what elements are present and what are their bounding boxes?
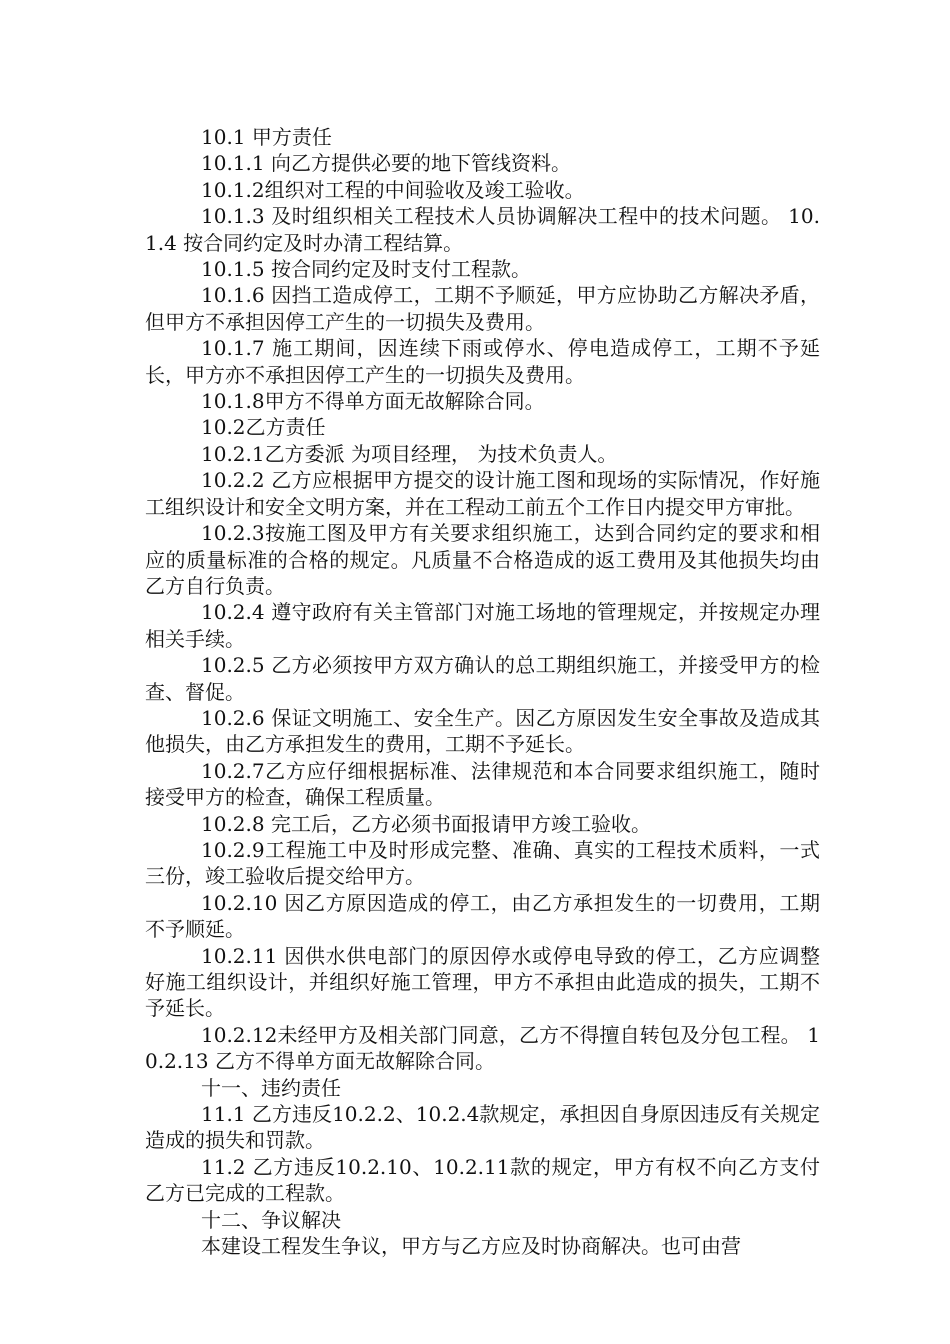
clause-10-2-2: 10.2.2 乙方应根据甲方提交的设计施工图和现场的实际情况，作好施工组织设计和安全文明方案，并在工程动工前五个工作日内提交甲方审批。 — [145, 468, 820, 519]
clause-10-2-10: 10.2.10 因乙方原因造成的停工，由乙方承担发生的一切费用，工期不予顺延。 — [145, 890, 820, 942]
section-heading-10-2: 10.2乙方责任 — [201, 415, 326, 440]
clause-10-1-1: 10.1.1 向乙方提供必要的地下管线资料。 — [201, 151, 571, 176]
clause-12-body: 本建设工程发生争议，甲方与乙方应及时协商解决。也可由营 — [201, 1234, 741, 1259]
clause-10-1-6: 10.1.6 因挡工造成停工，工期不予顺延，甲方应协助乙方解决矛盾，但甲方不承担因停工产生的一切损失及费用。 — [145, 283, 820, 334]
clause-10-2-1: 10.2.1乙方委派 为项目经理， 为技术负责人。 — [201, 441, 618, 466]
clause-10-2-9: 10.2.9工程施工中及时形成完整、准确、真实的工程技术质料，一式三份，竣工验收后提交给甲方。 — [145, 837, 820, 889]
clause-10-2-12: 10.2.12未经甲方及相关部门同意，乙方不得擅自转包及分包工程。 10.2.13 乙方不得单方面无故解除合同。 — [145, 1022, 820, 1074]
clause-10-1-2: 10.1.2组织对工程的中间验收及竣工验收。 — [201, 177, 585, 202]
clause-10-2-11: 10.2.11 因供水供电部门的原因停水或停电导致的停工，乙方应调整好施工组织设计，并组织好施工管理，甲方不承担由此造成的损失，工期不予延长。 — [145, 943, 820, 1021]
section-heading-11: 十一、违约责任 — [201, 1075, 341, 1100]
clause-11-1: 11.1 乙方违反10.2.2、10.2.4款规定，承担因自身原因违反有关规定造成的损失和罚款。 — [145, 1102, 820, 1153]
clause-10-2-5: 10.2.5 乙方必须按甲方双方确认的总工期组织施工，并接受甲方的检查、督促。 — [145, 653, 820, 704]
clause-10-1-7: 10.1.7 施工期间，因连续下雨或停水、停电造成停工，工期不予延长，甲方亦不承担因停工产生的一切损失及费用。 — [145, 336, 820, 387]
clause-11-2: 11.2 乙方违反10.2.10、10.2.11款的规定，甲方有权不向乙方支付乙方已完成的工程款。 — [145, 1154, 820, 1206]
document-body — [145, 124, 820, 1259]
clause-10-2-6: 10.2.6 保证文明施工、安全生产。因乙方原因发生安全事故及造成其他损失，由乙方承担发生的费用，工期不予延长。 — [145, 705, 820, 757]
clause-10-1-3: 10.1.3 及时组织相关工程技术人员协调解决工程中的技术问题。 10.1.4 按合同约定及时办清工程结算。 — [145, 204, 820, 255]
clause-10-2-8: 10.2.8 完工后，乙方必须书面报请甲方竣工验收。 — [201, 811, 651, 836]
clause-10-2-4: 10.2.4 遵守政府有关主管部门对施工场地的管理规定，并按规定办理相关手续。 — [145, 600, 820, 651]
clause-10-2-3: 10.2.3按施工图及甲方有关要求组织施工，达到合同约定的要求和相应的质量标准的合格的规定。凡质量不合格造成的返工费用及其他损失均由乙方自行负责。 — [145, 521, 820, 598]
clause-10-1-8: 10.1.8甲方不得单方面无故解除合同。 — [201, 389, 545, 414]
clause-10-2-7: 10.2.7乙方应仔细根据标准、法律规范和本合同要求组织施工，随时接受甲方的检查，确保工程质量。 — [145, 758, 820, 810]
section-heading-12: 十二、争议解决 — [201, 1207, 341, 1232]
clause-10-1-5: 10.1.5 按合同约定及时支付工程款。 — [201, 257, 531, 282]
section-heading-10-1: 10.1 甲方责任 — [201, 125, 332, 149]
